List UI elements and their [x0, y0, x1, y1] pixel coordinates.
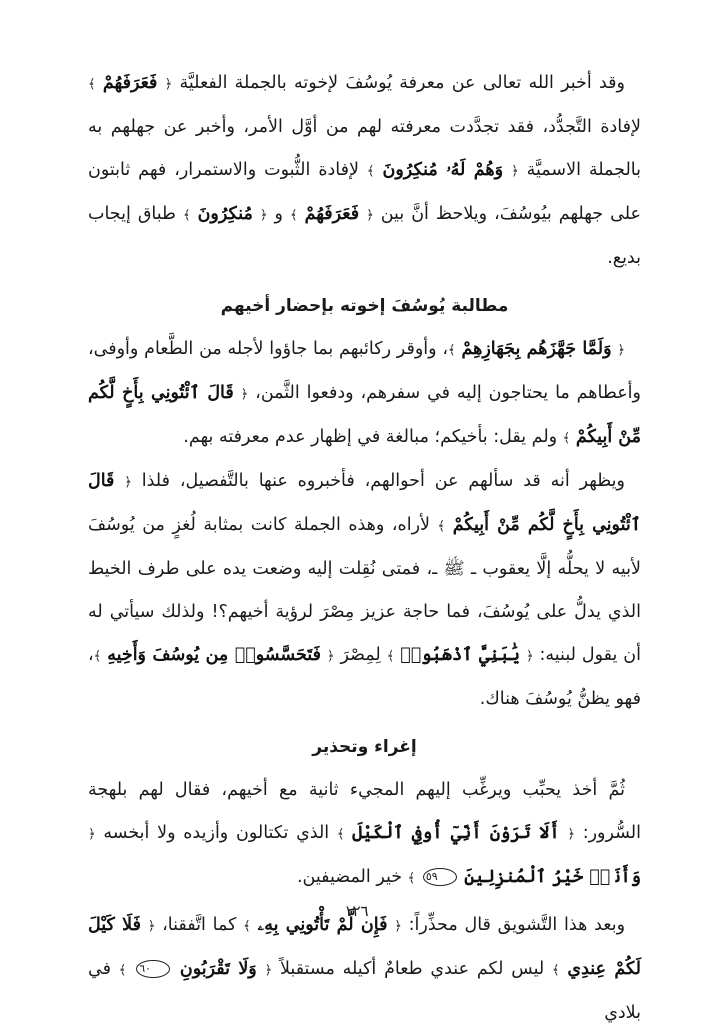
- text-run: طباق إيجاب بديع.: [88, 204, 641, 268]
- paragraph-provisions: [88, 328, 641, 460]
- text-run: ويظهر أنه قد سألهم عن أحوالهم، فأخبروه عنها بالتَّفصيل، فلذا: [131, 471, 625, 491]
- verse-bracket-close: ﴾: [289, 208, 298, 223]
- verse-bracket-open: ﴿: [567, 827, 575, 842]
- section-heading: إغراء وتحذير: [312, 737, 417, 757]
- paragraph-warning: [88, 904, 641, 1035]
- quran-verse: وَأَنَا۠ خَيْرُ ٱلْمُنزِلِينَ: [464, 867, 641, 887]
- verse-bracket-open: ﴿: [147, 919, 156, 934]
- ayah-number-badge: ٦٠: [136, 960, 170, 978]
- quran-verse: فَعَرَفَهُمْ: [304, 204, 360, 224]
- verse-bracket-open: ﴿: [394, 919, 402, 934]
- quran-verse: يَٰبَنِيَّ ٱذْهَبُوا۟: [400, 645, 520, 665]
- page-body: [88, 62, 641, 1035]
- verse-bracket-close: ﴾: [336, 827, 345, 842]
- verse-bracket-open: ﴿: [88, 827, 96, 842]
- text-run: و: [267, 204, 290, 224]
- quran-verse: فَعَرَفَهُمْ: [102, 73, 158, 93]
- quran-verse: فَإِن لَّمْ تَأْتُونِي بِهِۦ: [257, 915, 388, 935]
- verse-bracket-open: ﴿: [366, 208, 374, 223]
- text-run: ثُمَّ أخذ يحبِّب ويرغِّب إليهم المجيء ثانية مع أخيهم، فقال لهم بلهجة السُّرور:: [88, 780, 641, 843]
- text-run: ليس لكم عندي طعامٌ أكيله مستقبلاً: [272, 959, 552, 979]
- quran-verse: قَالَ ٱئْتُونِي بِأَخٍ لَّكُم مِّنْ أَبِيكُمْ: [88, 383, 641, 447]
- quran-verse: فَتَحَسَّسُوا۟ مِن يُوسُفَ وَأَخِيهِ: [107, 645, 321, 665]
- verse-bracket-close: ﴾: [551, 963, 560, 978]
- quran-verse: فَلَا كَيْلَ لَكُمْ عِندِي: [88, 915, 642, 979]
- ayah-number-badge: ٥٩: [423, 868, 457, 886]
- quran-verse: وَلَا تَقْرَبُونِ: [179, 959, 257, 979]
- text-run: في بلادي: [88, 959, 641, 1023]
- verse-bracket-open: ﴿: [326, 649, 335, 664]
- page-number: ١٢٦: [344, 902, 369, 920]
- text-run: ، وأوقر ركائبهم بما جاؤوا لأجله من الطَّعام وأوفى، وأعطاهم ما يحتاجون إليه في سفرهم، ودفعوا الثَّمن،: [88, 339, 641, 403]
- verse-bracket-open: ﴿: [164, 77, 173, 92]
- verse-bracket-open: ﴿: [240, 387, 249, 402]
- paragraph-riddle: [88, 460, 641, 721]
- text-run: وقد أخبر الله تعالى عن معرفة يُوسُفَ لإخوته بالجملة الفعليَّة: [172, 73, 625, 93]
- verse-bracket-open: ﴿: [124, 475, 132, 490]
- verse-bracket-close: ﴾: [407, 871, 416, 886]
- section-heading: مطالبة يُوسُفَ إخوته بإحضار أخيهم: [220, 296, 509, 316]
- verse-bracket-close: ﴾: [182, 208, 191, 223]
- text-run: ولم يقل: بأخيكم؛ مبالغة في إظهار عدم معرفته بهم.: [183, 427, 563, 447]
- verse-bracket-close: ﴾: [448, 343, 456, 358]
- paragraph-enticement: [88, 769, 641, 900]
- verse-bracket-close: ﴾: [437, 519, 446, 534]
- quran-verse: أَلَا تَرَوْنَ أَنِّيٓ أُوفِي ٱلْكَيْلَ: [352, 823, 560, 843]
- text-run: لإفادة الثُّبوت والاستمرار، فهم ثابتون على جهلهم بيُوسُفَ، ويلاحظ أنَّ بين: [88, 160, 641, 224]
- text-run: لإفادة التَّجدُّد، فقد تجدَّدت معرفته لهم من أوَّل الأمر، وأخبر عن جهلهم به بالجملة الاسميَّة: [88, 117, 641, 180]
- paragraph-recognition: [88, 62, 641, 280]
- verse-bracket-close: ﴾: [562, 431, 571, 446]
- text-run: خير المضيفين.: [296, 867, 408, 887]
- verse-bracket-open: ﴿: [511, 164, 519, 179]
- verse-bracket-open: ﴿: [259, 208, 268, 223]
- text-run: وبعد هذا التَّشويق قال محذِّراً:: [401, 915, 626, 935]
- verse-bracket-close: ﴾: [88, 77, 96, 92]
- text-run: الذي تكتالون وأزيده ولا أبخسه: [95, 823, 337, 843]
- quran-verse: وَلَمَّا جَهَّزَهُم بِجَهَازِهِمْ: [461, 339, 612, 359]
- verse-bracket-close: ﴾: [93, 649, 102, 664]
- verse-bracket-close: ﴾: [118, 963, 127, 978]
- text-run: ، فهو يظنُّ يُوسُفَ هناك.: [88, 645, 641, 709]
- quran-verse: قَالَ ٱئْتُونِي بِأَخٍ لَّكُم مِّنْ أَبِيكُمْ: [88, 471, 641, 535]
- verse-bracket-close: ﴾: [386, 649, 395, 664]
- verse-bracket-close: ﴾: [366, 164, 375, 179]
- text-run: كما اتَّفقنا،: [155, 915, 244, 935]
- quran-verse: وَهُمْ لَهُۥ مُنكِرُونَ: [382, 160, 504, 180]
- verse-bracket-open: ﴿: [264, 963, 273, 978]
- verse-bracket-open: ﴿: [617, 343, 625, 358]
- verse-bracket-close: ﴾: [243, 919, 251, 934]
- verse-bracket-open: ﴿: [525, 649, 534, 664]
- text-run: لِمِصْرَ: [334, 645, 387, 665]
- quran-verse: مُنكِرُونَ: [197, 204, 253, 224]
- text-run: لأراه، وهذه الجملة كانت بمثابة لُغزٍ من يُوسُفَ لأبيه لا يحلُّه إلَّا يعقوب ـ ﷺ ـ، فمتى نُقِلت إليه وضعت يده على طرف الخيط الذي يدلُّ على يُوسُفَ، فما حاجة عزيز مِصْرَ لرؤية أخيهم؟! ولذلك سيأتي له أن يقول لبنيه:: [88, 515, 641, 665]
